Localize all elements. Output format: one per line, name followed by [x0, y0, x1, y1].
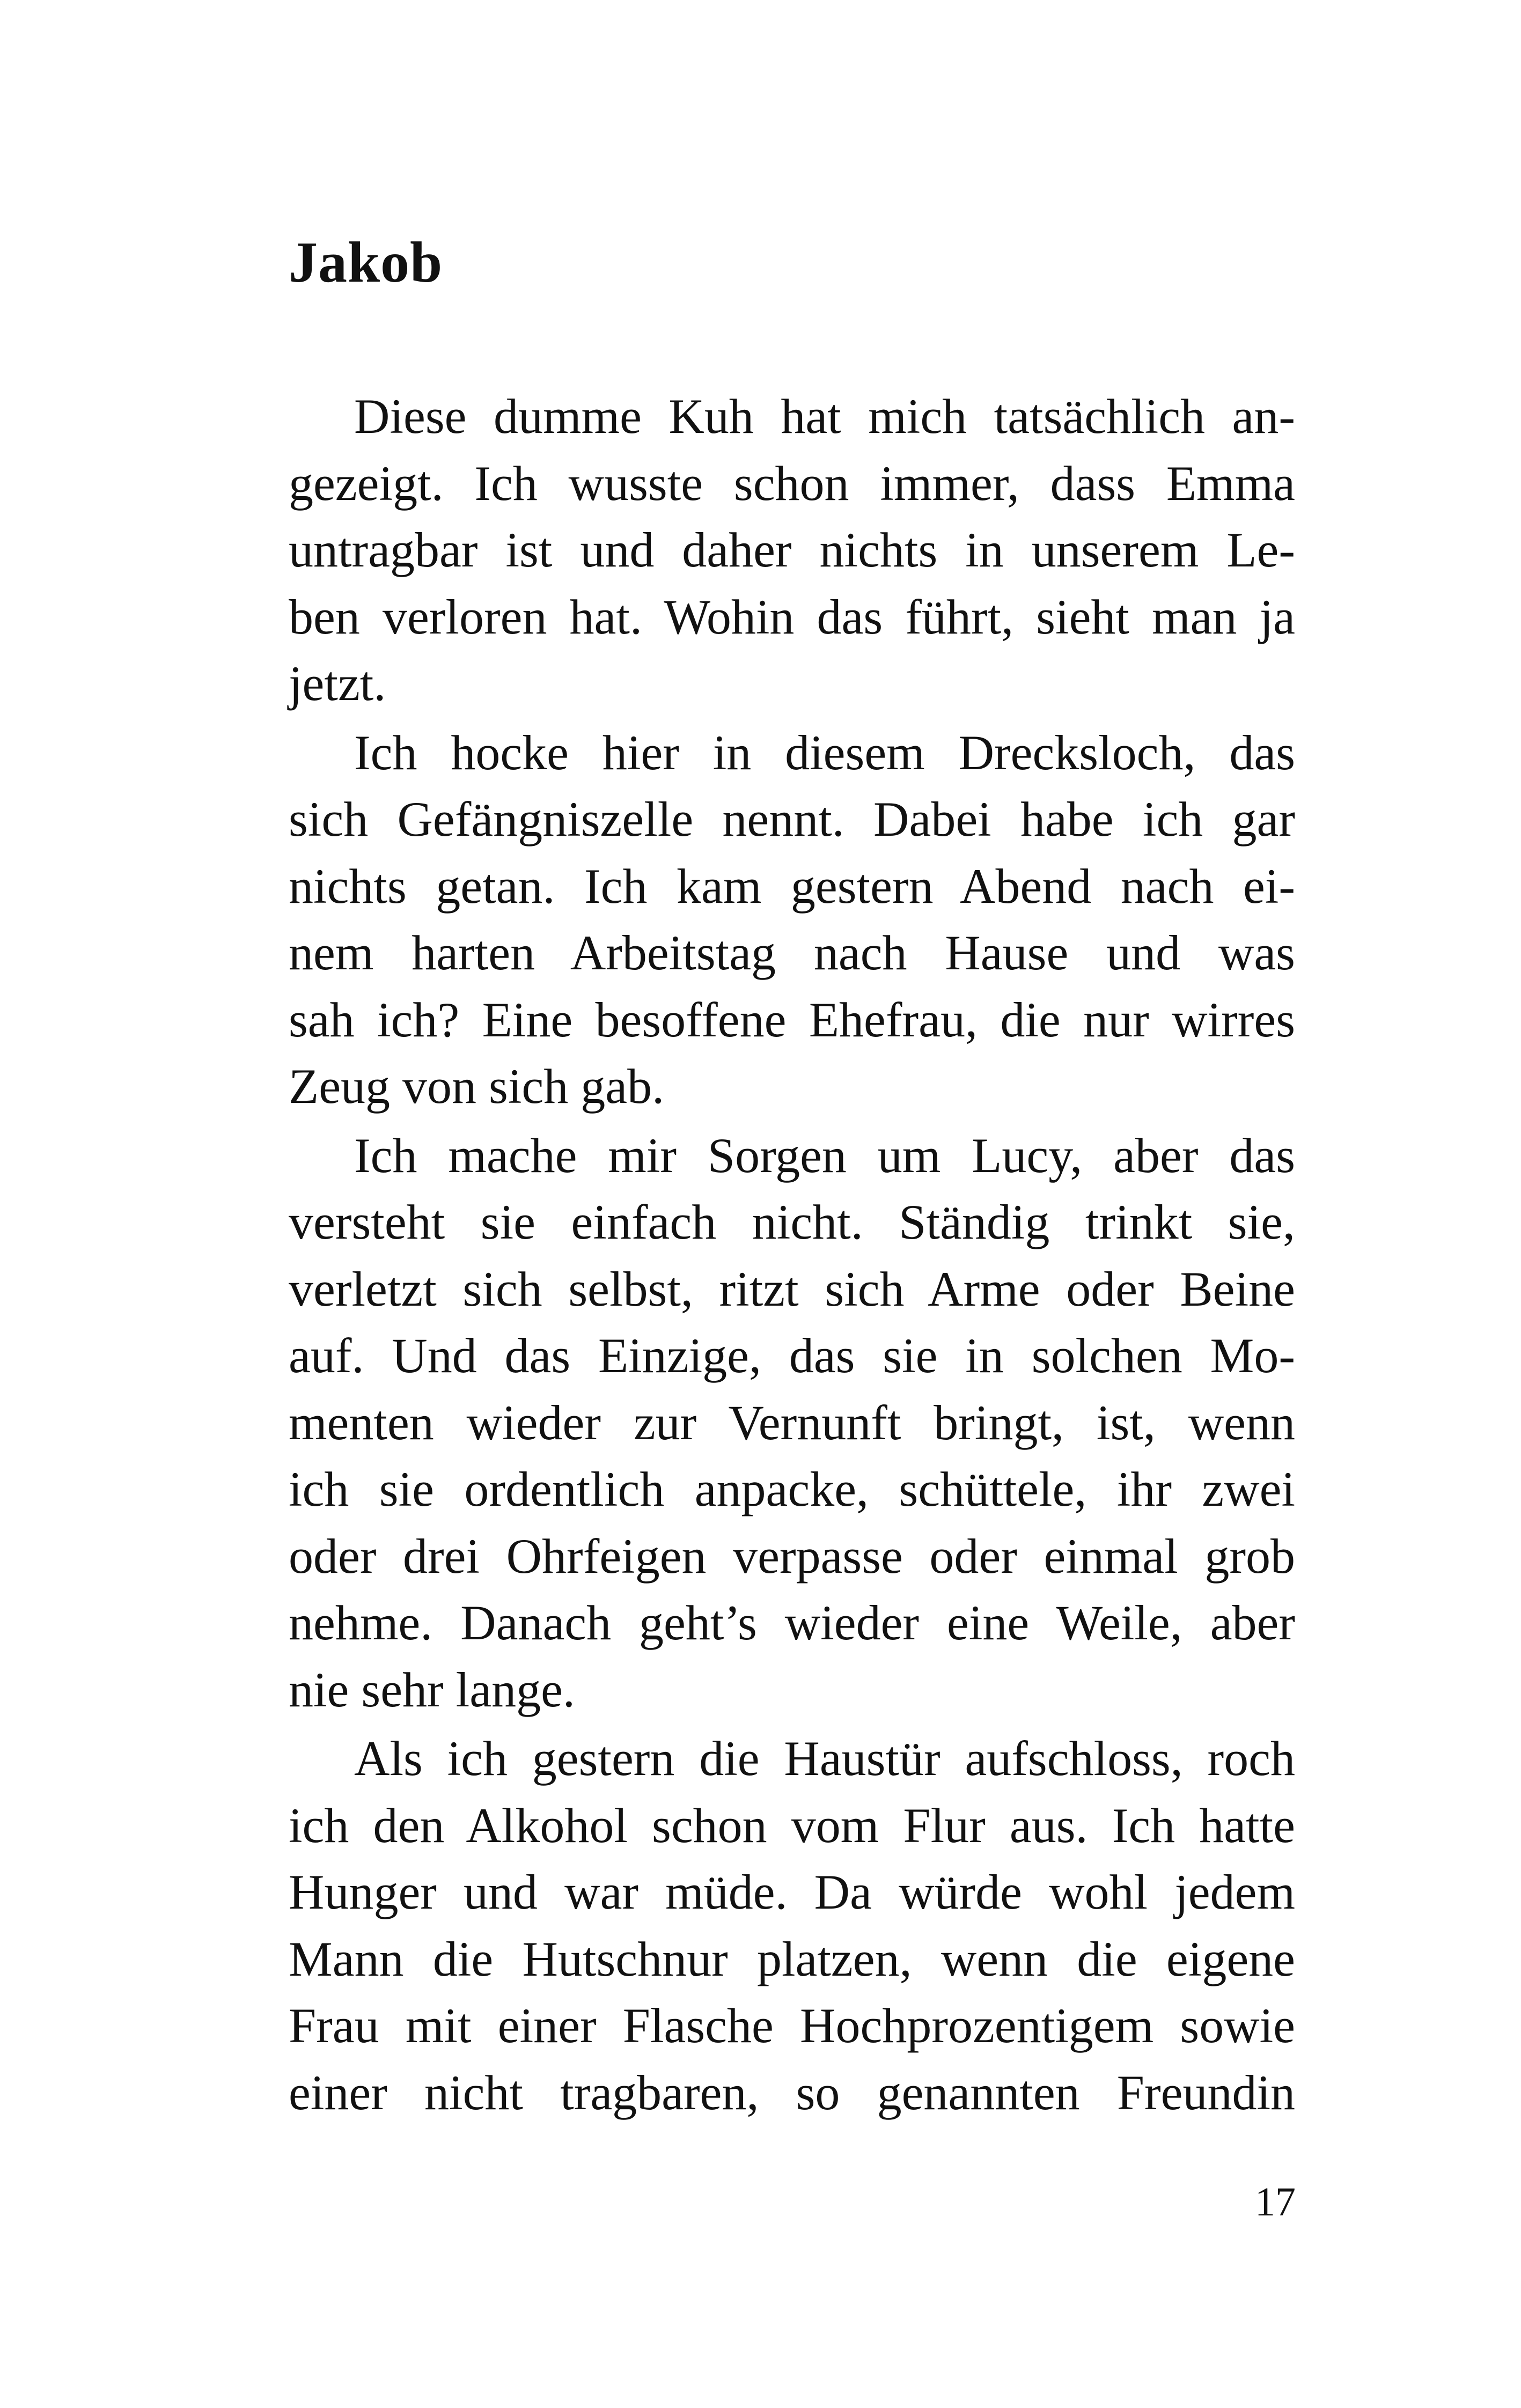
text-line: nehme. Danach geht’s wieder eine Weile, aber	[289, 1595, 1295, 1650]
paragraph-2	[289, 719, 1295, 1120]
text-line: nie sehr lange.	[289, 1662, 575, 1717]
text-line: sich Gefängniszelle nennt. Dabei habe ich gar	[289, 792, 1295, 846]
text-line: untragbar ist und daher nichts in unserem Le-	[289, 522, 1295, 577]
paragraph-4	[289, 1725, 1295, 2126]
text-line: jetzt.	[289, 656, 386, 711]
text-line: Hunger und war müde. Da würde wohl jedem	[289, 1865, 1295, 1919]
text-line: ben verloren hat. Wohin das führt, sieht man ja	[289, 589, 1295, 644]
text-line: sah ich? Eine besoffene Ehefrau, die nur wirres	[289, 992, 1295, 1047]
text-line: Als ich gestern die Haustür aufschloss, roch	[354, 1731, 1295, 1786]
text-line: auf. Und das Einzige, das sie in solchen Mo-	[289, 1328, 1295, 1383]
text-line: oder drei Ohrfeigen verpasse oder einmal grob	[289, 1528, 1295, 1584]
body-text	[289, 383, 1295, 2128]
text-line: Ich hocke hier in diesem Drecksloch, das	[354, 725, 1295, 780]
text-line: verletzt sich selbst, ritzt sich Arme oder Beine	[289, 1261, 1295, 1316]
text-line: versteht sie einfach nicht. Ständig trinkt sie,	[289, 1195, 1295, 1249]
text-line: menten wieder zur Vernunft bringt, ist, wenn	[289, 1395, 1295, 1450]
text-line: Ich mache mir Sorgen um Lucy, aber das	[354, 1128, 1295, 1183]
text-line: nichts getan. Ich kam gestern Abend nach ei-	[289, 858, 1295, 914]
text-line: Diese dumme Kuh hat mich tatsächlich an-	[354, 389, 1295, 444]
paragraph-3	[289, 1122, 1295, 1724]
text-line: gezeigt. Ich wusste schon immer, dass Emma	[289, 455, 1295, 511]
text-line: einer nicht tragbaren, so genannten Freundin	[289, 2065, 1295, 2120]
text-line: Frau mit einer Flasche Hochprozentigem sowie	[289, 1998, 1295, 2053]
page-number: 17	[1255, 2179, 1296, 2225]
text-line: ich sie ordentlich anpacke, schüttele, ihr zwei	[289, 1462, 1295, 1516]
text-line: ich den Alkohol schon vom Flur aus. Ich hatte	[289, 1798, 1295, 1853]
paragraph-1	[289, 383, 1295, 717]
chapter-title: Jakob	[289, 231, 443, 294]
text-line: Zeug von sich gab.	[289, 1059, 665, 1114]
text-line: nem harten Arbeitstag nach Hause und was	[289, 925, 1295, 980]
text-line: Mann die Hutschnur platzen, wenn die eigene	[289, 1931, 1295, 1986]
